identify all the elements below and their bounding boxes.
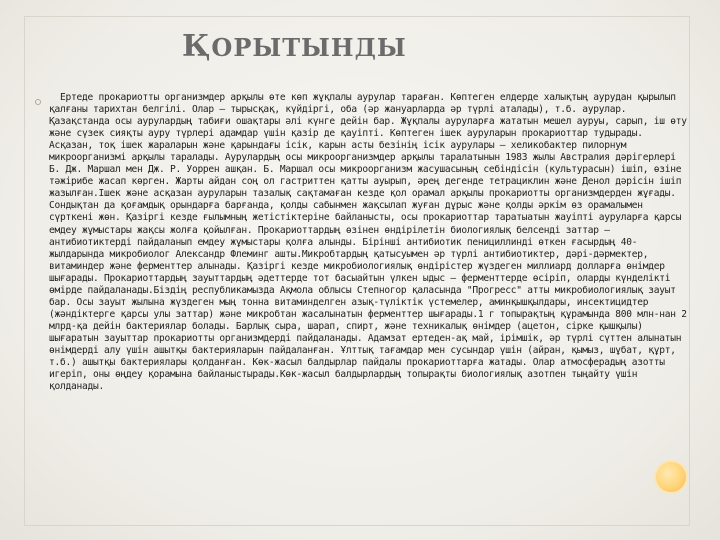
slide-title-rest: ОРЫТЫНДЫ [211, 33, 407, 62]
slide-title [182, 29, 482, 64]
slide-title-initial: Қ [182, 29, 212, 64]
bullet-icon [35, 99, 41, 105]
body-paragraph: Ертеде прокариотты организмдер арқылы өте көп жұқпалы аурулар тараған. Көптеген елдерде халықтың аурудан қырылып қалғаны тарихтан белгілі. Олар — тырысқақ, күйдіргі, оба (әр жануарларда әр түрлі аталады), т.б. аурулар. Қазақстанда осы аурулардың табиғи ошақтары әлі күнге дейін бар. Жұқпалы ауруларға жататын мешел ауруы, сарып, іш өту және сүзек сияқты ауру түрлері адамдар үшін қазір де қауіпті. Көптеген ішек ауруларын прокариоттар тудырады. Асқазан, тоқ ішек жараларын және қарындағы ісік, карын асты безінің ісік аурулары — хеликобактер пилорнум микроорганизмі арқылы таралады. Аурулардың осы микроорганизмдер арқылы таралатынын 1983 жылы Австралия дәрігерлері Б. Дж. Маршал мен Дж. Р. Уоррен ашқан. Б. Маршал осы микроорганизм жасушасының себіндісін (культурасын) ішіп, өзіне тәжірибе жасап көрген. Жарты айдан соң ол гастриттен қатты ауырып, әрең дегенде тетрациклин және Денол дәрісін ішіп жазылған.Ішек және асқазан ауруларын тазалық сақтамаған кезде қол орамал арқылы прокариотты организмдерден жұғады. Сондықтан да қоғамдық орындарға барғанда, қолды сабынмен жақсылап жуған дұрыс және қолды әркім өз орамалымен сүрткені жөн. Қазіргі кезде ғылымның жетістіктеріне байланысты, осы прокариоттар таратыатын жауіпті ауруларға қарсы емдеу жұмыстары жақсы жолға қойылған. Прокариоттардың өзінен өндірілетін биологиялық белсенді заттар — антибиотиктерді пайдаланып емдеу жұмыстары қолға алынды. Бірінші антибиотик пенициллинді өткен ғасырдың 40-жылдарында микробиолог Александр Флеминг ашты.Микробтардың қатысуымен әр түрлі антибиотиктер, дәрі-дәрмектер, витаминдер және ферменттер алынады. Қазіргі кезде микробиологиялық өндірістер жүздеген миллиард долларға өнімдер шығарады. Прокариоттардың зауыттардың әдеттерде тот басыайтын үлкен ыдыс — ферменттерде өсіріп, оларды күнделікті өмірде пайдаланады.Біздің республикамызда Ақмола облысы Степногор қаласында "Прогресс" атты микробиологиялық зауыт бар. Осы зауыт жылына жүздеген мың тонна витаминделген азық-түліктік үстемелер, аминқышқылдары, инсектицидтер (жәндіктерге қарсы улы заттар) және микробтан жасалынатын ферменттер шығарады.1 г топырақтың құрамында 800 млн-нан 2 млрд-қа дейін бактериялар болады. Барлық сыра, шарап, спирт, және техникалық өнімдер (ацетон, сірке қышқылы) шығаратын зауыттар прокариотты организмдерді пайдаланады. Адамзат ертеден-ақ май, ірімшік, әр түрлі сүттен алынатын өнімдерді алу үшін ашытқы бактерияларын пайдаланған. Ұлттық тағамдар мен сусындар үшін (айран, қымыз, шұбат, құрт, т.б.) ашытқы бактериялары қолданған. Көк-жасыл балдырлар пайдалы прокариоттарға жатады. Олар атмосферадың азотты игеріп, оны өңдеу қорамына байланыстырады.Көк-жасыл балдырлардың топырақты биологиялық азотпен тыңайту үшін қолданады. [49, 92, 693, 393]
decorative-orb-icon [656, 462, 686, 492]
